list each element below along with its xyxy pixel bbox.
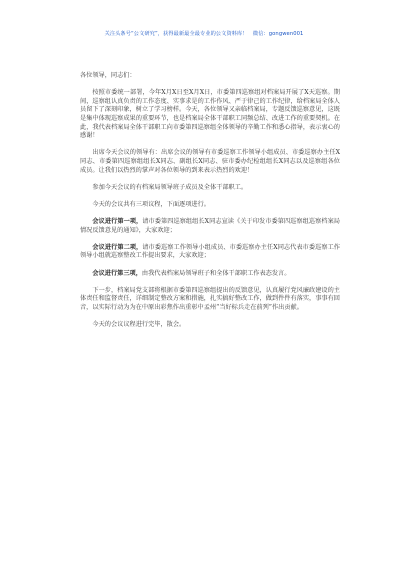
agenda-item-1 (80, 218, 340, 235)
agenda-item-2 (80, 244, 340, 261)
attendees-paragraph: 出席今天会议的领导有：出席会议的领导有市委巡察工作领导小组成员、市委巡察办主任X同志、市委第四巡察组组长X同志、副组长X同志、驻市委办纪检组组长X同志以及巡察组各位成员。让我们以热烈的掌声对各位领导的到来表示热烈的欢迎！ (80, 149, 340, 174)
salutation: 各位领导，同志们： (80, 72, 136, 79)
intro-paragraph: 按照市委统一部署，今年X月X日至X月X日，市委第四巡察组对档案局开展了X天巡察。期间，巡察组认真负责的工作态度、实事求是的工作作风、严于律己的工作纪律，给档案局全体人员留下了深刻印象，树立了学习榜样。今天，各位领导又亲临档案局，专题反馈巡察意见，这既是集中体现巡察成果的重要环节，也是档案局全体干部职工同频总结、改进工作的重要契机。在此，我代表档案局全体干部职工向市委第四巡察组全体领导的辛勤工作和悉心指导，表示衷心的感谢！ (80, 89, 340, 140)
next-steps-paragraph: 下一步，档案局党支部将根据市委第四巡察组提出的反馈意见，认真履行党风廉政建设的主体责任和监督责任，详细制定整改方案和措施，扎实搞好整改工作，做到件件有落实，事事有回音，以实际行动为为在中原出彩焦作出重彰中孟州“当好标兵走在前列”作出贡献。 (80, 286, 340, 312)
header-banner: 关注头条号“公文研究”，获得最新最全最专业的公文资料库！ 微信：gongwen001 (104, 31, 304, 37)
participants-paragraph: 参加今天会议的有档案局领导班子成员及全体干部职工。 (92, 183, 248, 191)
agenda-item-1-text: 请市委第四巡察组组长X同志宣读《关于印发市委第四巡察组巡察档案局情况反馈意见的通知》，大家欢迎； (80, 218, 340, 234)
agenda-item-3-lead: 会议进行第三项， (92, 269, 142, 277)
agenda-intro-paragraph: 今天的会议共有三项议程，下面逐项进行。 (92, 200, 210, 208)
agenda-item-1-lead: 会议进行第一项， (92, 218, 143, 226)
agenda-item-2-text: 请市委巡察工作领导小组成员、市委巡察办主任X同志代表市委巡察工作领导小组就巡察整改工作提出要求，大家欢迎； (80, 243, 340, 260)
document-body (80, 72, 340, 338)
closing-line: 今天的会议议程进行完毕，散会。 (92, 321, 186, 329)
agenda-item-3-text: 由我代表档案局领导班子和全体干部职工作表态发言。 (141, 269, 291, 277)
agenda-item-2-lead: 会议进行第二项， (92, 243, 143, 251)
agenda-item-3 (80, 270, 340, 279)
